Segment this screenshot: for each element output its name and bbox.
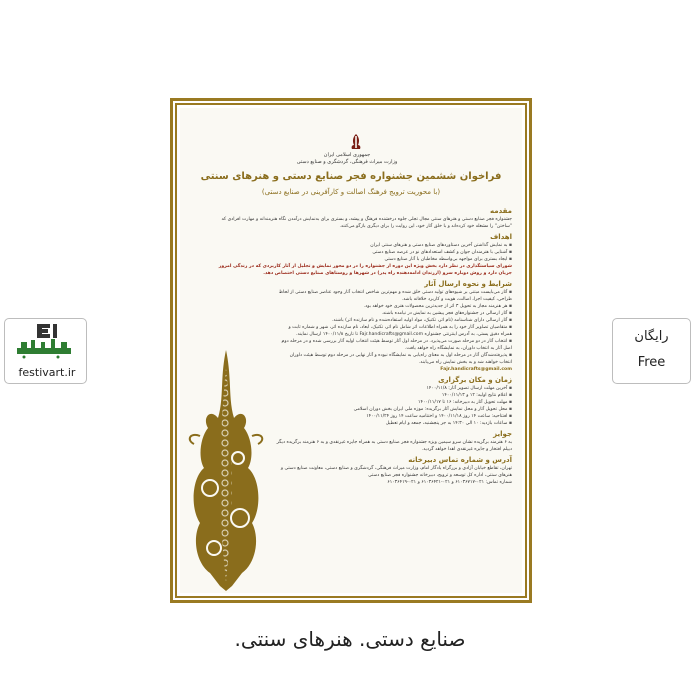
council-text: شورای سیاستگذاری در نظر دارد بخش ویژه این دوره از جشنواره را در دو محور نمایش و تجلیل از آثار کاربردی که در زندگی امروز جریان دارد و روش دوباره سرو (ارزندان ادامه‌دهنده راه پدر) در شهرها و روستاهای صنایع دستی اختصاص دهد.: [218, 264, 512, 276]
condition-item: ▪ آثار می‌بایست مبتنی بر شیوه‌های تولید دستی خلق شده و مهم‌ترین شاخص انتخاب آثار وجود عناصر صنایع دستی از لحاظ طراحی، کیفیت اجرا، اصالت، هویت و کاربرد خلاقانه باشد.: [276, 289, 512, 303]
iran-emblem-icon: [348, 133, 364, 150]
timeline-item: ▪ افتتاحیه: ساعت ۱۴ روز ۱۴۰۰/۱۱/۱۸ و اختتامیه ساعت ۱۴ روز ۱۴۰۰/۱۱/۲۴: [276, 413, 512, 420]
price-label-en: Free: [637, 355, 666, 370]
price-badge: [612, 318, 691, 384]
poster-title: فراخوان ششمین جشنواره فجر صنایع دستی و هنرهای سنتی: [200, 171, 502, 182]
prizes-heading: جوایز: [493, 430, 512, 438]
submission-email[interactable]: Fajr.handicrafts@gmail.com: [440, 367, 512, 372]
timeline-item: ▪ آخرین مهلت ارسال تصویر آثار: ۱۴۰۰/۱۱/۸: [276, 385, 512, 392]
goals-heading: اهداف: [490, 233, 512, 241]
price-label-fa: رایگان: [634, 329, 669, 344]
ministry-header: جمهوری اسلامی ایران وزارت میراث فرهنگی، گردشگری و صنایع دستی: [296, 152, 398, 165]
contact-phone: شماره تماس: ۰۲۱-۶۱۰۳۶۷۱۷ و ۰۲۱-۶۱۰۳۶۴۲۱ و ۰۲۱-۶۱۰۳۶۴۱۹: [387, 480, 512, 485]
goal-item: ▪ به نمایش گذاشتن آخرین دستاوردهای صنایع دستی و هنرهای سنتی ایران: [206, 242, 512, 249]
intro-text: جشنواره فجر صنایع دستی و هنرهای سنتی مجال تجلی جلوه درخشنده فرهنگ و پیشه، و بستری برای به‌نمایش درآمدن نگاه هنرمندانه و مهارت افرادی که "ساختن" را مشغله خود کرده‌اند و با خلق آثار خود، این روایت را برای دیگری بازگو می‌کنند.: [221, 217, 512, 229]
timeline-item: ▪ ساعات بازدید: ۱۰ الی ۱۴:۳۰ به جز پنجشنبه، جمعه و ایام تعطیل: [276, 420, 512, 427]
goal-item: ▪ ایجاد بستری برای مواجهه بی‌واسطه مخاطبان با آثار صنایع دستی: [206, 256, 512, 263]
poster-paper: [180, 108, 522, 593]
contact-text: تهران، تقاطع خیابان آزادی و بزرگراه یادگار امام، وزارت میراث فرهنگی، گردشگری و صنایع دستی، معاونت صنایع دستی و هنرهای سنتی، اداره کل توسعه و ترویج، دبیرخانه جشنواره فجر صنایع دستی: [280, 466, 512, 478]
poster-content: [206, 204, 512, 486]
condition-item: ▪ آثار ارسالی دارای شناسنامه (نام اثر، تکنیک، مواد اولیه استفاده‌شده و نام سازنده اثر) باشند.: [276, 317, 512, 324]
goal-item: ▪ آشنایی با هنرمندان جوان و کشف استعدادهای نو در عرصه صنایع دستی: [206, 249, 512, 256]
festival-poster[interactable]: [170, 98, 532, 603]
festivart-logo-card[interactable]: [4, 318, 87, 384]
prizes-text: به ۶ هنرمند برگزیده نشان سرو سیمین ویژه جشنواره فجر صنایع دستی به همراه جایزه غیرنقدی و به ۶ هنرمند برگزیده دیگر دیپلم افتخار و جایزه غیرنقدی اهدا خواهد گردید.: [276, 440, 512, 452]
timeline-item: ▪ محل تحویل آثار و محل نمایش آثار برگزیده: موزه ملی ایران بخش دوران اسلامی: [276, 406, 512, 413]
condition-item: ▪ هر هنرمند مجاز به تحویل ۳ اثر از جدیدترین محصولات هنری خود خواهد بود.: [276, 303, 512, 310]
intro-heading: مقدمه: [490, 207, 512, 215]
timeline-item: ▪ مهلت تحویل آثار به دبیرخانه: ۱۶ تا ۱۴۰۰/۱۱/۱۷: [276, 399, 512, 406]
condition-item: ▪ پذیرفته‌شدگان آثار در مرحله اول به معنای راه‌یابی به نمایشگاه نبوده و آثار نهایی در مرحله دوم توسط هیئت داوران انتخاب خواهند شد و به بخش نمایش راه می‌یابند.: [276, 352, 512, 366]
conditions-heading: شرایط و نحوه ارسال آثار: [424, 280, 512, 288]
image-caption: صنایع دستی. هنرهای سنتی.: [234, 627, 466, 651]
condition-item: ▪ متقاضیان تصاویر آثار خود را به همراه اطلاعات اثر شامل نام اثر، تکنیک، ابعاد، نام سازنده اثر، شهر و شماره ثابت و همراه دقیق پستی، به آدرس اینترنتی جشنواره Fajr.handicrafts@gmail.com تا تاریخ ۱۴۰۰/۱۱/۸ ارسال نمایند.: [276, 324, 512, 338]
contact-heading: آدرس و شماره تماس دبیرخانه: [408, 456, 512, 464]
logo-site-text: festivart.ir: [18, 366, 76, 379]
condition-item: ▪ آثار ارسالی در جشنواره‌های فجر پیشین به نمایش در نیامده باشند.: [276, 310, 512, 317]
poster-subtitle: (با محوریت ترویج فرهنگ اصالت و کارآفرینی در صنایع دستی): [261, 188, 441, 196]
festivart-logo-icon: [15, 324, 73, 360]
timeline-item: ▪ اعلام نتایج اولیه: ۱۲ و ۱۴۰۰/۱۱/۱۳: [276, 392, 512, 399]
condition-item: ▪ انتخاب آثار در دو مرحله صورت می‌پذیرد. در مرحله اول آثار توسط هیئت انتخاب اولیه آثار بررسی شده و در مرحله دوم اصل آثار به انتخاب داوران، به نمایشگاه راه خواهد یافت.: [276, 338, 512, 352]
timeline-heading: زمان و مکان برگزاری: [438, 376, 512, 384]
